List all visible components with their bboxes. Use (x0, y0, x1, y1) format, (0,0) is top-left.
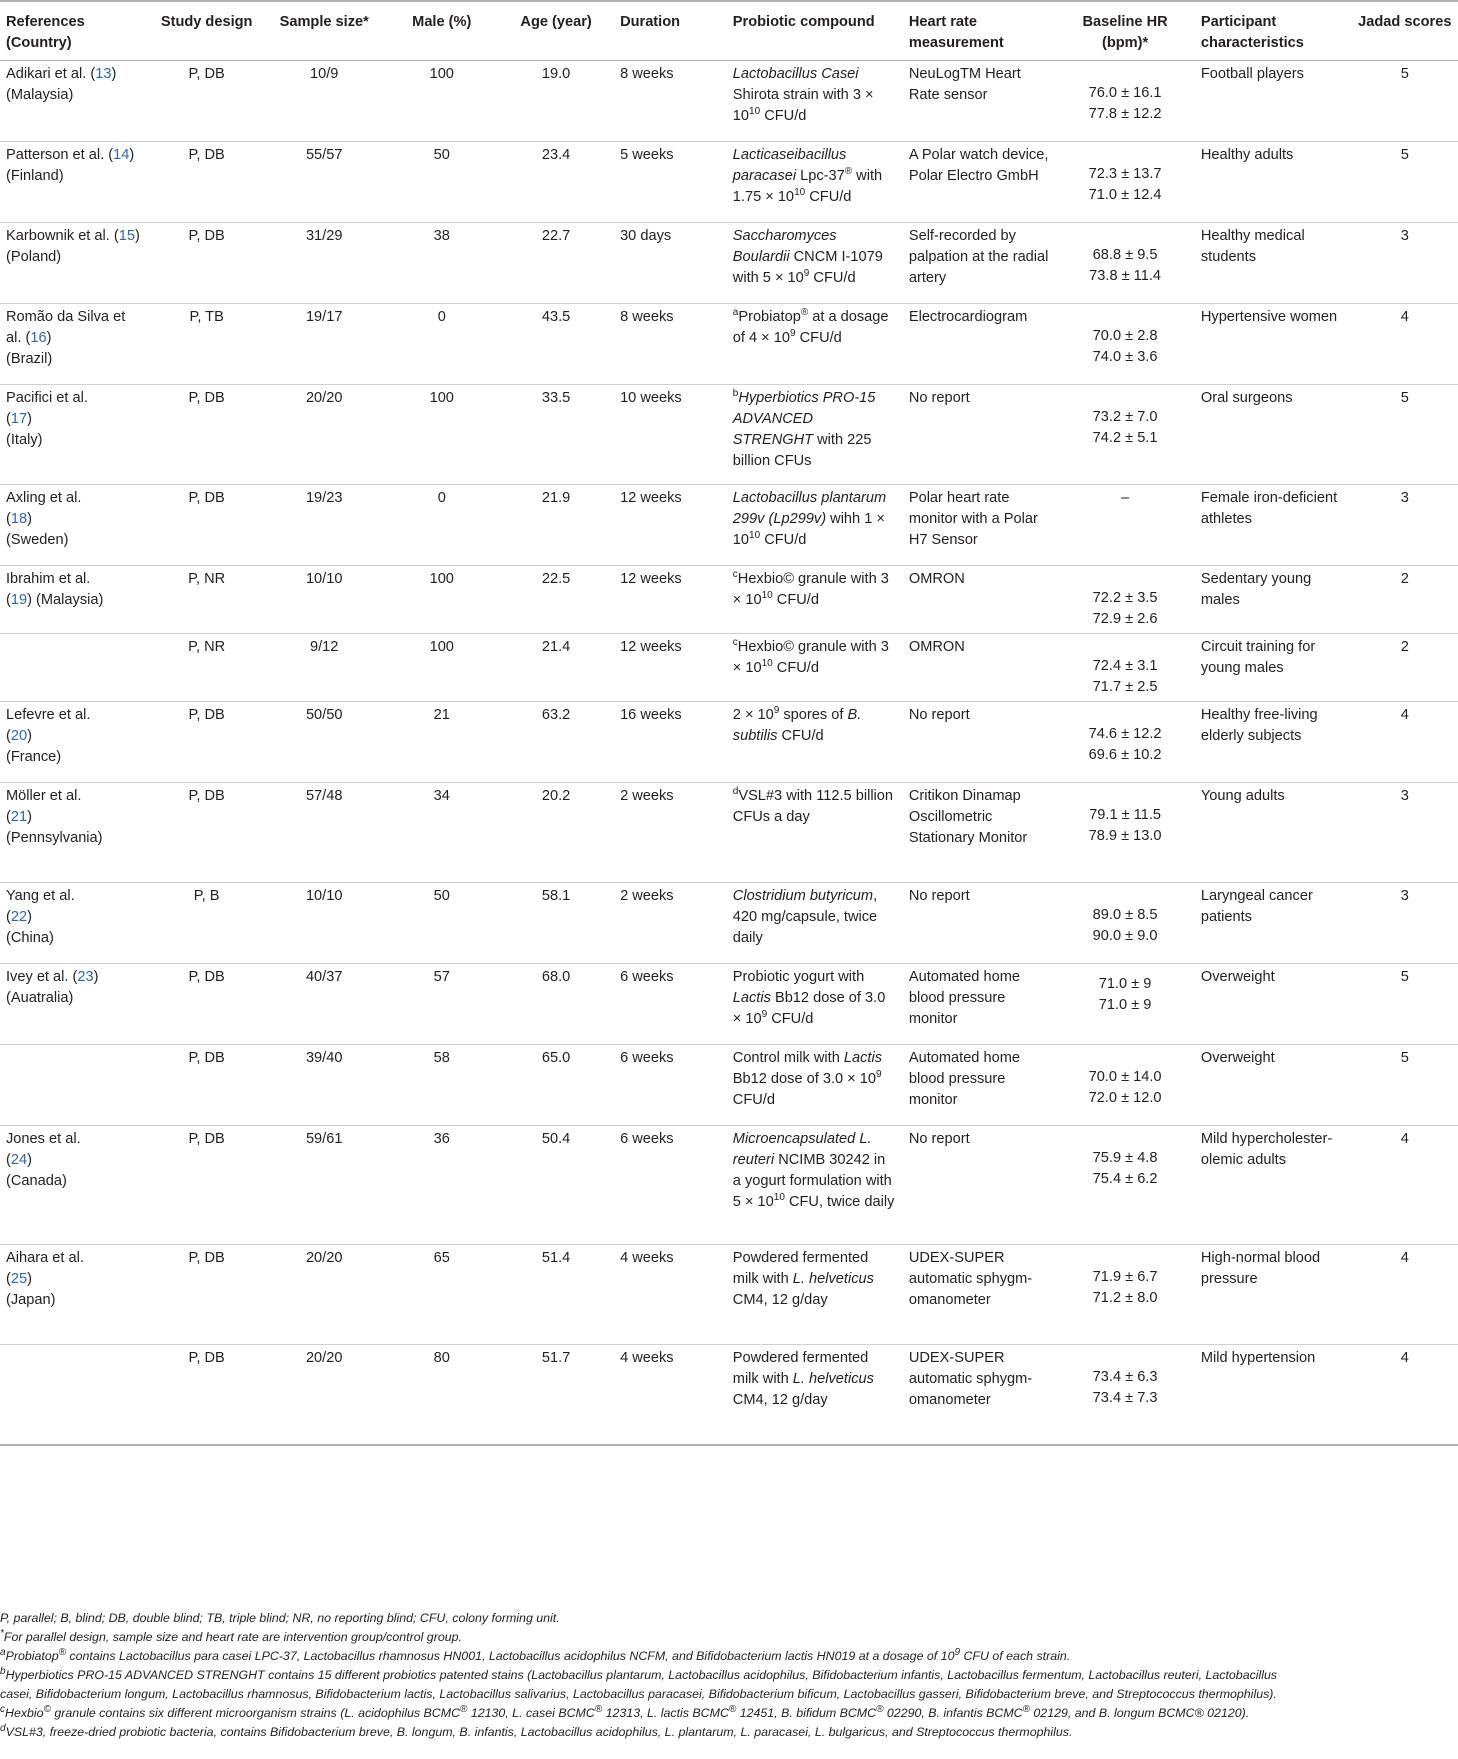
duration-cell: 4 weeks (614, 1345, 727, 1445)
design-cell: P, B (150, 883, 263, 964)
age-cell: 22.7 (498, 223, 614, 304)
hr-measurement-cell: No report (903, 385, 1055, 485)
design-cell: P, DB (150, 702, 263, 783)
male-cell: 0 (385, 304, 498, 385)
baseline-hr-cell: 73.4 ± 6.3 73.4 ± 7.3 (1055, 1345, 1195, 1445)
duration-cell: 6 weeks (614, 1045, 727, 1126)
citation-link[interactable]: 23 (77, 969, 94, 985)
sample-cell: 10/10 (263, 883, 385, 964)
reference-cell: Patterson et al. (14) (Finland) (0, 142, 150, 223)
reference-cell: Ivey et al. (23) (Auatralia) (0, 964, 150, 1045)
hr-measurement-cell: OMRON (903, 634, 1055, 702)
sample-cell: 9/12 (263, 634, 385, 702)
reference-cell (0, 634, 150, 702)
reference-cell: Pacifici et al. (17) (Italy) (0, 385, 150, 485)
probiotic-cell: $^b$Hyperbiotics PRO-15 ADVANCED STRENGHT with 225 billion CFUs (727, 385, 903, 485)
reference-cell: Jones et al. (24) (Canada) (0, 1126, 150, 1245)
footnote-b: $^b$Hyperbiotics PRO-15 ADVANCED STRENGHT contains 15 different probiotics patented stains (Lactobacillus plantarum, Lactobacillus acidophilus, Bifidobacterium infantis, Lactobacillus fermentum, Lactobacillus reuteri, Lactobacillus (0, 1665, 1278, 1682)
design-cell: P, DB (150, 964, 263, 1045)
participants-cell: Healthy free-living elderly subjects (1195, 702, 1352, 783)
male-cell: 34 (385, 783, 498, 883)
baseline-hr-cell: 72.3 ± 13.7 71.0 ± 12.4 (1055, 142, 1195, 223)
hr-measurement-cell: NeuLogTM Heart Rate sensor (903, 61, 1055, 142)
table-row (0, 485, 1458, 566)
jadad-cell: 5 (1352, 385, 1458, 485)
duration-cell: 6 weeks (614, 1126, 727, 1245)
male-cell: 100 (385, 634, 498, 702)
probiotic-cell: Probiotic yogurt with Lactis Bb12 dose of $3.0 \times 10^9$ CFU/d (727, 964, 903, 1045)
probiotic-cell: Powdered fermented milk with L. helveticus CM4, 12 g/day (727, 1345, 903, 1445)
reference-cell: Adikari et al. (13) (Malaysia) (0, 61, 150, 142)
probiotic-cell: Microencapsulated L. reuteri NCIMB 30242 in a yogurt formulation with $5 \times 10^{10}$ CFU, twice daily (727, 1126, 903, 1245)
male-cell: 36 (385, 1126, 498, 1245)
table-row (0, 1045, 1458, 1126)
hr-measurement-cell: Automated home blood pressure monitor (903, 964, 1055, 1045)
design-cell: P, DB (150, 223, 263, 304)
design-cell: P, DB (150, 1045, 263, 1126)
footnote-abbreviations: P, parallel; B, blind; DB, double blind; TB, triple blind; NR, no reporting blind; CFU, colony forming unit. (0, 1611, 560, 1625)
age-cell: 43.5 (498, 304, 614, 385)
hr-measurement-cell: UDEX-SUPER automatic sphygm-omanometer (903, 1345, 1055, 1445)
age-cell: 19.0 (498, 61, 614, 142)
sample-cell: 40/37 (263, 964, 385, 1045)
male-cell: 38 (385, 223, 498, 304)
footnote-c: $^c$Hexbio© granule contains six different microorganism strains (L. acidophilus BCMC® 12130, L. casei BCMC® 12313, L. lactis BCMC® 12451, B. bifidum BCMC® 02290, B. infantis BCMC® 02129, and B. longum BCMC® 02120). (0, 1703, 1250, 1720)
citation-link[interactable]: 25 (10, 1271, 28, 1287)
jadad-cell: 4 (1352, 1126, 1458, 1245)
reference-cell: Möller et al. (21) (Pennsylvania) (0, 783, 150, 883)
male-cell: 21 (385, 702, 498, 783)
participants-cell: Sedentary young males (1195, 566, 1352, 634)
table-row (0, 634, 1458, 702)
design-cell: P, DB (150, 142, 263, 223)
age-cell: 63.2 (498, 702, 614, 783)
age-cell: 20.2 (498, 783, 614, 883)
col-participants: Participant characteristics (1195, 1, 1352, 61)
male-cell: 100 (385, 385, 498, 485)
jadad-cell: 3 (1352, 485, 1458, 566)
jadad-cell: 5 (1352, 964, 1458, 1045)
sample-cell: 39/40 (263, 1045, 385, 1126)
participants-cell: Healthy adults (1195, 142, 1352, 223)
duration-cell: 16 weeks (614, 702, 727, 783)
footnote-b-continued: casei, Bifidobacterium longum, Lactobacillus rhamnosus, Bifidobacterium lactis, Lactobacillus salivarius, Lactobacillus paracasei, Bifidobacterium bificum, Lactobacillus gasseri, Bifidobacterium breve, and Streptococcus thermophilus). (0, 1687, 1277, 1701)
hr-measurement-cell: Electrocardiogram (903, 304, 1055, 385)
baseline-hr-cell: – (1055, 485, 1195, 566)
age-cell: 68.0 (498, 964, 614, 1045)
table-row (0, 783, 1458, 883)
age-cell: 21.9 (498, 485, 614, 566)
male-cell: 50 (385, 883, 498, 964)
sample-cell: 31/29 (263, 223, 385, 304)
baseline-hr-cell: 73.2 ± 7.0 74.2 ± 5.1 (1055, 385, 1195, 485)
table-row (0, 142, 1458, 223)
citation-link[interactable]: 16 (30, 330, 47, 346)
sample-cell: 20/20 (263, 1245, 385, 1345)
citation-link[interactable]: 21 (10, 809, 28, 825)
hr-measurement-cell: Polar heart rate monitor with a Polar H7 Sensor (903, 485, 1055, 566)
probiotic-cell: $2 \times 10^9$ spores of B. subtilis CFU/d (727, 702, 903, 783)
baseline-hr-cell: 72.2 ± 3.5 72.9 ± 2.6 (1055, 566, 1195, 634)
hr-measurement-cell: A Polar watch device, Polar Electro GmbH (903, 142, 1055, 223)
baseline-hr-cell: 70.0 ± 14.0 72.0 ± 12.0 (1055, 1045, 1195, 1126)
sample-cell: 57/48 (263, 783, 385, 883)
duration-cell: 12 weeks (614, 566, 727, 634)
hr-measurement-cell: Critikon Dinamap Oscillometric Stationary Monitor (903, 783, 1055, 883)
col-duration: Duration (614, 1, 727, 61)
participants-cell: Overweight (1195, 964, 1352, 1045)
male-cell: 65 (385, 1245, 498, 1345)
duration-cell: 5 weeks (614, 142, 727, 223)
footnote-d: $^d$VSL#3, freeze-dried probiotic bacteria, contains Bifidobacterium breve, B. longum, B. infantis, Lactobacillus acidophilus, L. plantarum, L. paracasei, L. bulgaricus, and Streptococcus thermophilus. (0, 1722, 1073, 1739)
table-row (0, 61, 1458, 142)
jadad-cell: 2 (1352, 566, 1458, 634)
col-study-design: Study design (150, 1, 263, 61)
col-references: References (Country) (0, 1, 150, 61)
design-cell: P, DB (150, 1345, 263, 1445)
reference-cell: Romão da Silva et al. (16) (Brazil) (0, 304, 150, 385)
jadad-cell: 4 (1352, 702, 1458, 783)
col-male: Male (%) (385, 1, 498, 61)
jadad-cell: 4 (1352, 1245, 1458, 1345)
male-cell: 80 (385, 1345, 498, 1445)
jadad-cell: 3 (1352, 883, 1458, 964)
design-cell: P, NR (150, 566, 263, 634)
participants-cell: Female iron-deficient athletes (1195, 485, 1352, 566)
reference-cell: Aihara et al. (25) (Japan) (0, 1245, 150, 1345)
col-hr-measurement: Heart rate measurement (903, 1, 1055, 61)
probiotic-cell: Lactobacillus Casei Shirota strain with $3 \times 10^{10}$ CFU/d (727, 61, 903, 142)
design-cell: P, DB (150, 1126, 263, 1245)
age-cell: 22.5 (498, 566, 614, 634)
probiotic-cell: Powdered fermented milk with L. helveticus CM4, 12 g/day (727, 1245, 903, 1345)
baseline-hr-cell: 71.9 ± 6.7 71.2 ± 8.0 (1055, 1245, 1195, 1345)
design-cell: P, DB (150, 61, 263, 142)
participants-cell: Hypertensive women (1195, 304, 1352, 385)
probiotic-cell: Control milk with Lactis Bb12 dose of $3.0 \times 10^9$ CFU/d (727, 1045, 903, 1126)
duration-cell: 8 weeks (614, 304, 727, 385)
probiotic-cell: Lactobacillus plantarum 299v (Lp299v) wihh $1 \times 10^{10}$ CFU/d (727, 485, 903, 566)
age-cell: 58.1 (498, 883, 614, 964)
jadad-cell: 5 (1352, 61, 1458, 142)
baseline-hr-cell: 68.8 ± 9.5 73.8 ± 11.4 (1055, 223, 1195, 304)
table-row (0, 566, 1458, 634)
male-cell: 100 (385, 566, 498, 634)
citation-link[interactable]: 24 (10, 1152, 28, 1168)
table-row (0, 385, 1458, 485)
baseline-hr-cell: 74.6 ± 12.2 69.6 ± 10.2 (1055, 702, 1195, 783)
male-cell: 50 (385, 142, 498, 223)
citation-link[interactable]: 17 (10, 411, 28, 427)
hr-measurement-cell: No report (903, 1126, 1055, 1245)
duration-cell: 2 weeks (614, 883, 727, 964)
duration-cell: 6 weeks (614, 964, 727, 1045)
duration-cell: 12 weeks (614, 485, 727, 566)
reference-cell: Lefevre et al. (20) (France) (0, 702, 150, 783)
hr-measurement-cell: UDEX-SUPER automatic sphygm-omanometer (903, 1245, 1055, 1345)
age-cell: 50.4 (498, 1126, 614, 1245)
hr-measurement-cell: Automated home blood pressure monitor (903, 1045, 1055, 1126)
design-cell: P, DB (150, 783, 263, 883)
reference-cell: Yang et al. (22) (China) (0, 883, 150, 964)
design-cell: P, DB (150, 485, 263, 566)
citation-link[interactable]: 22 (10, 909, 28, 925)
sample-cell: 20/20 (263, 1345, 385, 1445)
age-cell: 21.4 (498, 634, 614, 702)
design-cell: P, DB (150, 385, 263, 485)
participants-cell: Oral surgeons (1195, 385, 1352, 485)
jadad-cell: 4 (1352, 304, 1458, 385)
jadad-cell: 2 (1352, 634, 1458, 702)
citation-link[interactable]: 18 (10, 511, 28, 527)
design-cell: P, TB (150, 304, 263, 385)
baseline-hr-cell: 72.4 ± 3.1 71.7 ± 2.5 (1055, 634, 1195, 702)
baseline-hr-cell: 76.0 ± 16.1 77.8 ± 12.2 (1055, 61, 1195, 142)
sample-cell: 19/17 (263, 304, 385, 385)
col-age: Age (year) (498, 1, 614, 61)
age-cell: 33.5 (498, 385, 614, 485)
participants-cell: High-normal blood pressure (1195, 1245, 1352, 1345)
table-row (0, 223, 1458, 304)
reference-cell: Ibrahim et al. (19) (Malaysia) (0, 566, 150, 634)
table-row (0, 1245, 1458, 1345)
citation-link[interactable]: 14 (113, 147, 130, 163)
reference-cell (0, 1045, 150, 1126)
sample-cell: 19/23 (263, 485, 385, 566)
citation-link[interactable]: 19 (10, 592, 28, 608)
jadad-cell: 3 (1352, 783, 1458, 883)
hr-measurement-cell: No report (903, 883, 1055, 964)
col-probiotic: Probiotic compound (727, 1, 903, 61)
participants-cell: Mild hypercholester-olemic adults (1195, 1126, 1352, 1245)
baseline-hr-cell: 75.9 ± 4.8 75.4 ± 6.2 (1055, 1126, 1195, 1245)
participants-cell: Football players (1195, 61, 1352, 142)
age-cell: 51.4 (498, 1245, 614, 1345)
duration-cell: 2 weeks (614, 783, 727, 883)
sample-cell: 10/9 (263, 61, 385, 142)
col-jadad: Jadad scores (1352, 1, 1458, 61)
probiotic-cell: $^a$Probiatop® at a dosage of $4 \times 10^9$ CFU/d (727, 304, 903, 385)
probiotic-cell: $^c$Hexbio© granule with $3 \times 10^{10}$ CFU/d (727, 566, 903, 634)
probiotic-cell: Clostridium butyricum, 420 mg/capsule, twice daily (727, 883, 903, 964)
reference-cell (0, 1345, 150, 1445)
sample-cell: 55/57 (263, 142, 385, 223)
table-row (0, 1126, 1458, 1245)
duration-cell: 8 weeks (614, 61, 727, 142)
reference-cell: Axling et al. (18) (Sweden) (0, 485, 150, 566)
duration-cell: 4 weeks (614, 1245, 727, 1345)
citation-link[interactable]: 13 (95, 66, 112, 82)
table-row (0, 964, 1458, 1045)
footnote-a: $^a$Probiatop® contains Lactobacillus para casei LPC-37, Lactobacillus rhamnosus HN001, Lactobacillus acidophilus NCFM, and Bifidobacterium lactis HN019 at a dosage of $10^9$ CFU of each strain. (0, 1646, 1071, 1663)
reference-cell: Karbownik et al. (15) (Poland) (0, 223, 150, 304)
participants-cell: Laryngeal cancer patients (1195, 883, 1352, 964)
baseline-hr-cell: 70.0 ± 2.8 74.0 ± 3.6 (1055, 304, 1195, 385)
participants-cell: Circuit training for young males (1195, 634, 1352, 702)
col-sample-size: Sample size* (263, 1, 385, 61)
citation-link[interactable]: 20 (10, 728, 28, 744)
hr-measurement-cell: No report (903, 702, 1055, 783)
baseline-hr-cell: 71.0 ± 9 71.0 ± 9 (1055, 964, 1195, 1045)
design-cell: P, NR (150, 634, 263, 702)
participants-cell: Young adults (1195, 783, 1352, 883)
table-row (0, 1345, 1458, 1445)
jadad-cell: 5 (1352, 142, 1458, 223)
sample-cell: 59/61 (263, 1126, 385, 1245)
design-cell: P, DB (150, 1245, 263, 1345)
jadad-cell: 5 (1352, 1045, 1458, 1126)
participants-cell: Healthy medical students (1195, 223, 1352, 304)
hr-measurement-cell: OMRON (903, 566, 1055, 634)
duration-cell: 10 weeks (614, 385, 727, 485)
duration-cell: 12 weeks (614, 634, 727, 702)
table-row (0, 304, 1458, 385)
table-footnotes (0, 1609, 1458, 1742)
sample-cell: 50/50 (263, 702, 385, 783)
citation-link[interactable]: 15 (118, 228, 135, 244)
age-cell: 65.0 (498, 1045, 614, 1126)
probiotic-cell: Saccharomyces Boulardii CNCM I-1079 with $5 \times 10^9$ CFU/d (727, 223, 903, 304)
col-baseline-hr: Baseline HR (bpm)* (1055, 1, 1195, 61)
male-cell: 0 (385, 485, 498, 566)
footnote-star: *For parallel design, sample size and heart rate are intervention group/control group. (0, 1627, 462, 1644)
header-row (0, 1, 1458, 61)
male-cell: 57 (385, 964, 498, 1045)
duration-cell: 30 days (614, 223, 727, 304)
male-cell: 58 (385, 1045, 498, 1126)
hr-measurement-cell: Self-recorded by palpation at the radial artery (903, 223, 1055, 304)
probiotic-cell: $^c$Hexbio© granule with $3 \times 10^{10}$ CFU/d (727, 634, 903, 702)
table-row (0, 883, 1458, 964)
age-cell: 51.7 (498, 1345, 614, 1445)
jadad-cell: 3 (1352, 223, 1458, 304)
sample-cell: 20/20 (263, 385, 385, 485)
baseline-hr-cell: 79.1 ± 11.5 78.9 ± 13.0 (1055, 783, 1195, 883)
participants-cell: Overweight (1195, 1045, 1352, 1126)
participants-cell: Mild hypertension (1195, 1345, 1352, 1445)
age-cell: 23.4 (498, 142, 614, 223)
probiotic-cell: Lacticaseibacillus paracasei Lpc-37® with $1.75 \times 10^{10}$ CFU/d (727, 142, 903, 223)
baseline-hr-cell: 89.0 ± 8.5 90.0 ± 9.0 (1055, 883, 1195, 964)
sample-cell: 10/10 (263, 566, 385, 634)
table-row (0, 702, 1458, 783)
probiotic-cell: $^d$VSL#3 with 112.5 billion CFUs a day (727, 783, 903, 883)
jadad-cell: 4 (1352, 1345, 1458, 1445)
male-cell: 100 (385, 61, 498, 142)
